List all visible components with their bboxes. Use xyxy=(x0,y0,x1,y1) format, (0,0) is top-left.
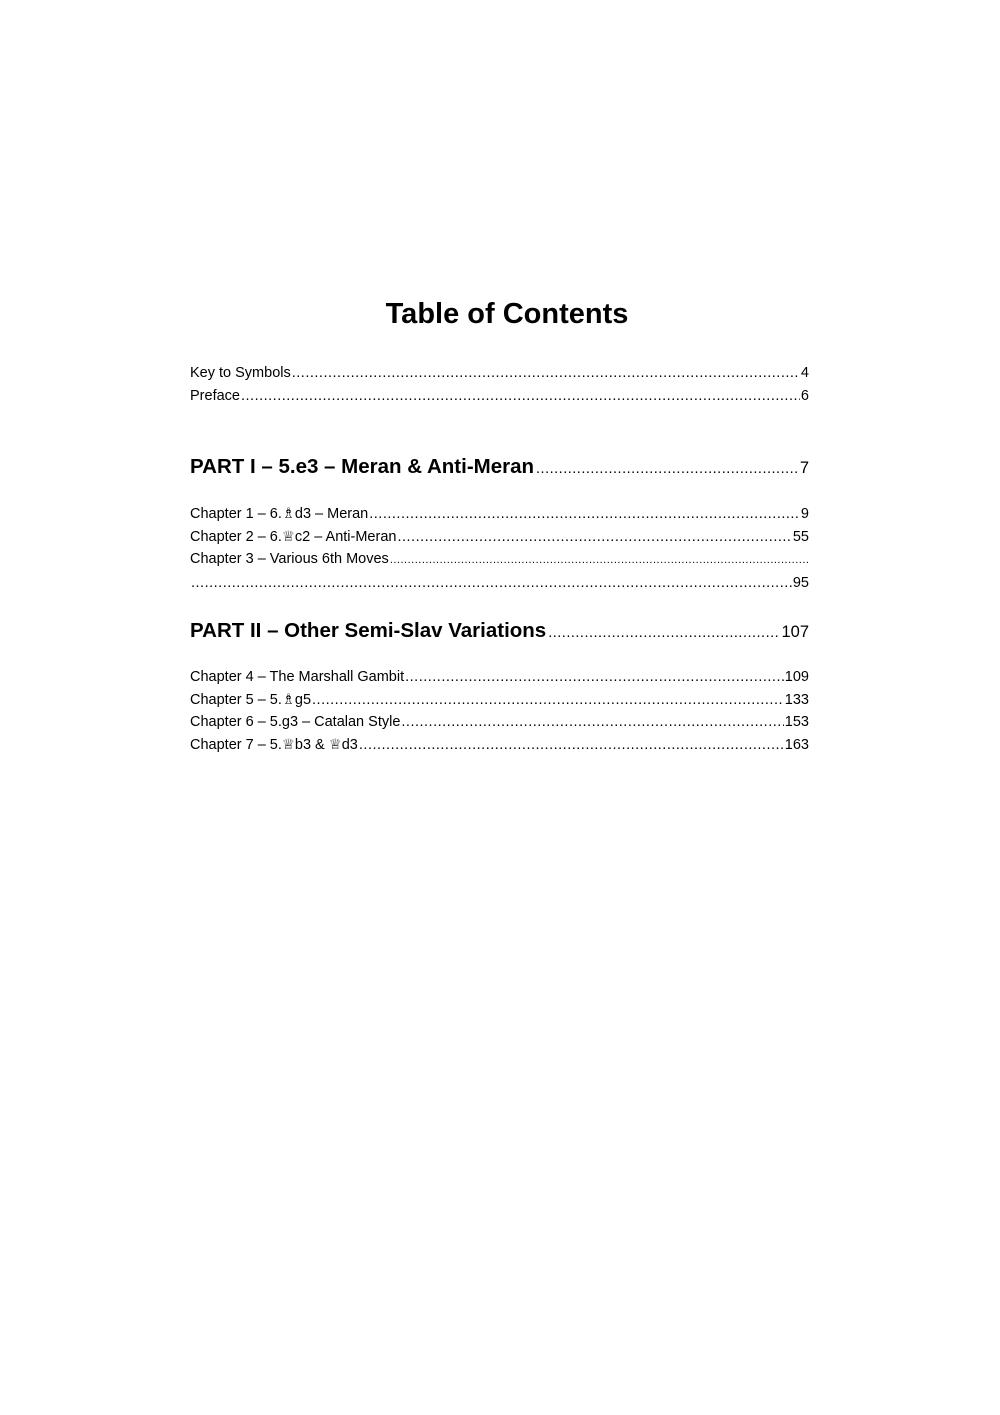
entry-label: Chapter 5 – 5.♗g5 xyxy=(190,691,312,708)
dot-leader xyxy=(397,526,791,549)
dot-leader xyxy=(369,503,800,526)
toc-part-2 xyxy=(190,617,809,647)
entry-label: Chapter 6 – 5.g3 – Catalan Style xyxy=(190,714,401,731)
part-page-number: 7 xyxy=(799,459,809,477)
entry-page-number: 9 xyxy=(800,506,809,522)
dot-leader xyxy=(536,455,797,483)
toc-part-1 xyxy=(190,453,809,483)
dot-leader xyxy=(401,711,783,734)
entry-page-number: 4 xyxy=(800,365,809,381)
dot-leader xyxy=(312,689,784,712)
part-heading-2[interactable] xyxy=(190,617,809,647)
dot-leader xyxy=(292,362,800,385)
entry-page-number: 153 xyxy=(784,714,809,731)
entry-page-number: 6 xyxy=(800,387,809,404)
part-label: PART II – Other Semi-Slav Variations xyxy=(190,619,547,642)
entry-label: Chapter 4 – The Marshall Gambit xyxy=(190,669,405,685)
entry-label: Key to Symbols xyxy=(190,365,291,381)
toc-part-2-chapters xyxy=(190,666,809,756)
dot-leader xyxy=(390,549,808,572)
toc-entry-chapter-7[interactable] xyxy=(190,734,809,757)
entry-page-number: 133 xyxy=(784,691,809,708)
toc-entry-chapter-3[interactable] xyxy=(190,548,809,572)
entry-label: Chapter 1 – 6.♗d3 – Meran xyxy=(190,506,369,522)
entry-page-number: 95 xyxy=(792,574,809,591)
entry-label: Chapter 3 – Various 6th Moves xyxy=(190,551,389,568)
dot-leader xyxy=(548,619,778,647)
toc-entry-preface[interactable] xyxy=(190,385,809,408)
toc-entry-chapter-4[interactable] xyxy=(190,666,809,689)
entry-label: Chapter 2 – 6.♕c2 – Anti-Meran xyxy=(190,528,397,545)
toc-entry-chapter-1[interactable] xyxy=(190,503,809,526)
part-label: PART I – 5.e3 – Meran & Anti-Meran xyxy=(190,455,535,478)
page-title: Table of Contents xyxy=(385,298,629,330)
dot-leader xyxy=(191,572,792,595)
part-heading-1[interactable] xyxy=(190,453,809,483)
entry-page-number: 163 xyxy=(784,736,809,753)
toc-entry-key-to-symbols[interactable] xyxy=(190,362,809,385)
entry-label: Chapter 7 – 5.♕b3 & ♕d3 xyxy=(190,736,358,753)
toc-entry-chapter-5[interactable] xyxy=(190,689,809,712)
toc-entry-chapter-3-continued[interactable] xyxy=(190,572,809,595)
entry-page-number: 109 xyxy=(784,669,809,685)
dot-leader xyxy=(241,385,800,408)
entry-label: Preface xyxy=(190,387,240,404)
part-page-number: 107 xyxy=(781,623,809,641)
toc-front-matter xyxy=(190,362,809,407)
dot-leader xyxy=(359,734,784,757)
entry-page-number: 55 xyxy=(792,528,809,545)
dot-leader xyxy=(405,666,784,689)
toc-entry-chapter-2[interactable] xyxy=(190,526,809,549)
toc-part-1-chapters xyxy=(190,503,809,594)
toc-entry-chapter-6[interactable] xyxy=(190,711,809,734)
